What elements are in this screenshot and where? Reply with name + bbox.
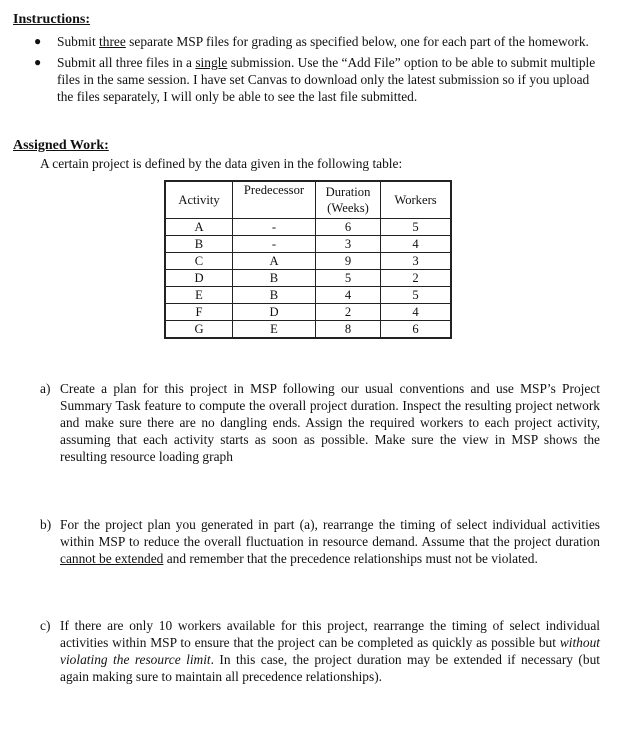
- cell-activity: B: [165, 236, 233, 253]
- part-c-text-end: . In this case, the project duration may be extended if necessary (but again making sure to maintain all precedence relationships).: [60, 652, 600, 684]
- cell-activity: A: [165, 219, 233, 236]
- cell-activity: E: [165, 287, 233, 304]
- part-b-label: b): [40, 517, 52, 532]
- cell-duration: 6: [316, 219, 381, 236]
- assigned-work-intro: A certain project is defined by the data given in the following table:: [40, 156, 403, 171]
- part-c-text: [40, 617, 600, 685]
- cell-predecessor: D: [233, 304, 316, 321]
- cell-workers: 4: [381, 304, 452, 321]
- bullet-text: Submit: [57, 34, 100, 49]
- assigned-work-heading: Assigned Work:: [13, 138, 109, 153]
- cell-workers: 5: [381, 287, 452, 304]
- cell-duration: 4: [316, 287, 381, 304]
- header-predecessor: Predecessor: [233, 181, 316, 219]
- bullet-icon: ●: [34, 55, 42, 69]
- header-duration-line2: (Weeks): [327, 201, 369, 215]
- table-row: [165, 304, 451, 321]
- table-row: [165, 236, 451, 253]
- cell-activity: F: [165, 304, 233, 321]
- bullet-text: submission. Use the “Add File” option to be able to submit multiple files in the same session. I have set Canvas to download only the latest submission so if you upload the files separately, I will only be able to see the last file submitted.: [57, 55, 596, 104]
- part-c: [40, 617, 600, 685]
- part-c-text-start: If there are only 10 workers available for this project, rearrange the timing of select individual activities within MSP to ensure that the project can be completed as quickly as possible but: [60, 618, 600, 650]
- part-a-label: a): [40, 381, 51, 396]
- cell-workers: 4: [381, 236, 452, 253]
- instructions-list: [32, 33, 604, 109]
- cell-duration: 3: [316, 236, 381, 253]
- bullet-icon: ●: [34, 34, 42, 48]
- cell-predecessor: -: [233, 219, 316, 236]
- part-c-emphasis: without violating the resource limit: [60, 635, 600, 667]
- part-a: [40, 380, 600, 465]
- table-row: [165, 287, 451, 304]
- instructions-heading: Instructions:: [13, 12, 91, 27]
- header-workers: Workers: [381, 181, 452, 219]
- cell-workers: 6: [381, 321, 452, 339]
- cell-predecessor: -: [233, 236, 316, 253]
- header-activity: Activity: [165, 181, 233, 219]
- bullet-text: separate MSP files for grading as specified below, one for each part of the homework.: [125, 34, 589, 49]
- cell-duration: 8: [316, 321, 381, 339]
- cell-predecessor: B: [233, 287, 316, 304]
- table-row: [165, 219, 451, 236]
- cell-workers: 5: [381, 219, 452, 236]
- project-data-table: [164, 180, 452, 339]
- cell-workers: 2: [381, 270, 452, 287]
- cell-predecessor: E: [233, 321, 316, 339]
- part-c-label: c): [40, 618, 51, 633]
- cell-duration: 2: [316, 304, 381, 321]
- cell-workers: 3: [381, 253, 452, 270]
- cell-duration: 9: [316, 253, 381, 270]
- part-b-text-start: For the project plan you generated in part (a), rearrange the timing of select individual activities within MSP to reduce the overall fluctuation in resource demand. Assume that the project duration: [60, 517, 600, 549]
- header-duration: [316, 181, 381, 219]
- cell-predecessor: B: [233, 270, 316, 287]
- bullet-emphasis: single: [195, 55, 228, 70]
- part-b: [40, 516, 600, 567]
- part-b-text: [40, 516, 600, 567]
- bullet-text: Submit all three files in a: [57, 55, 196, 70]
- table-body: [165, 219, 451, 339]
- part-b-text-end: and remember that the precedence relationships must not be violated.: [163, 551, 538, 566]
- instruction-bullet-2: [32, 54, 604, 105]
- instruction-bullet-1: [32, 33, 604, 50]
- table-row: [165, 270, 451, 287]
- part-b-emphasis: cannot be extended: [60, 551, 164, 566]
- table-row: [165, 321, 451, 339]
- cell-activity: G: [165, 321, 233, 339]
- cell-duration: 5: [316, 270, 381, 287]
- table-row: [165, 253, 451, 270]
- table-header-row: [165, 181, 451, 219]
- header-duration-line1: Duration: [325, 185, 371, 199]
- cell-activity: D: [165, 270, 233, 287]
- cell-predecessor: A: [233, 253, 316, 270]
- cell-activity: C: [165, 253, 233, 270]
- part-a-text: Create a plan for this project in MSP following our usual conventions and use MSP’s Project Summary Task feature to compute the overall project duration. Inspect the resulting project network and make sure there are no dangling ends. Assign the required workers to each project activity, assuming that each activity starts as soon as possible. Make sure the view in MSP shows the resulting resource loading graph: [60, 381, 600, 464]
- bullet-emphasis: three: [99, 34, 126, 49]
